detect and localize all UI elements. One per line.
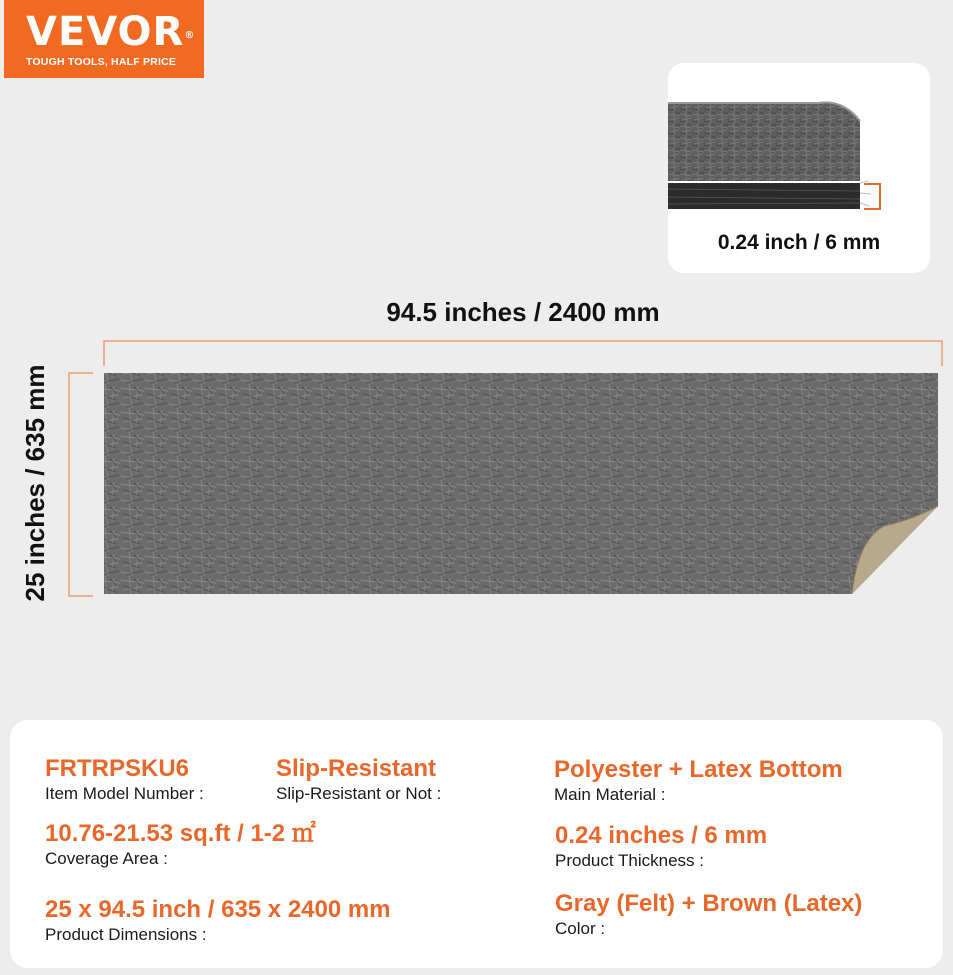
spec-value: Slip-Resistant	[276, 755, 437, 782]
width-bracket	[104, 341, 942, 366]
spec-label: Product Dimensions :	[45, 925, 207, 944]
spec-value: 25 x 94.5 inch / 635 x 2400 mm	[45, 896, 391, 923]
felt-mat	[104, 373, 938, 594]
spec-product-thickness	[555, 822, 767, 872]
spec-label: Coverage Area :	[45, 849, 168, 868]
thickness-label: 0.24 inch / 6 mm	[717, 231, 881, 254]
mat-illustration	[0, 330, 953, 610]
registered-mark: ®	[184, 30, 196, 41]
specifications-card	[10, 720, 943, 968]
brand-logo	[4, 0, 204, 78]
spec-value: 0.24 inches / 6 mm	[555, 822, 768, 849]
spec-label: Item Model Number :	[45, 784, 204, 803]
spec-value: FRTRPSKU6	[45, 755, 190, 782]
spec-slip-resistant	[276, 755, 441, 805]
spec-model-number	[45, 755, 204, 805]
brand-name: VEVOR	[26, 9, 185, 55]
spec-value: Gray (Felt) + Brown (Latex)	[555, 890, 863, 917]
spec-label: Product Thickness :	[555, 851, 704, 870]
spec-label: Slip-Resistant or Not :	[276, 784, 442, 803]
spec-label: Main Material :	[554, 785, 666, 804]
spec-main-material	[554, 756, 843, 806]
spec-coverage-area	[45, 820, 316, 870]
height-dimension-label: 25 inches / 635 mm	[20, 364, 50, 602]
spec-product-dimensions	[45, 896, 391, 946]
spec-value: Polyester + Latex Bottom	[554, 756, 843, 783]
spec-value: 10.76-21.53 sq.ft / 1-2 ㎡	[45, 820, 316, 847]
width-dimension-label: 94.5 inches / 2400 mm	[386, 297, 660, 327]
height-bracket	[69, 373, 93, 596]
brand-tagline: TOUGH TOOLS, HALF PRICE	[26, 56, 177, 68]
thickness-card	[668, 63, 930, 273]
spec-color	[555, 890, 862, 940]
spec-label: Color :	[555, 919, 606, 938]
